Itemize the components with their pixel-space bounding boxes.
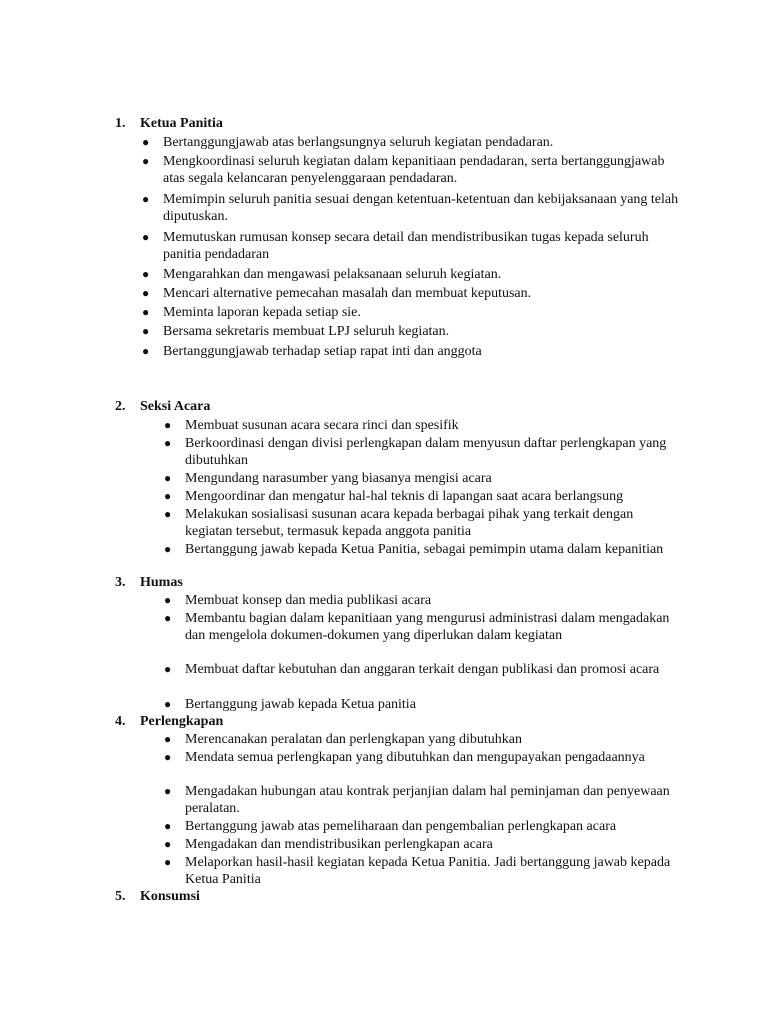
list-item-text: Melaporkan hasil-hasil kegiatan kepada Ketua Panitia. Jadi bertanggung jawab kepada Ketua Panitia <box>185 855 671 888</box>
list-item-text: Membantu bagian dalam kepanitiaan yang mengurusi administrasi dalam mengadakan dan mengelola dokumen-dokumen yang diperlukan dalam kegiatan <box>185 611 670 644</box>
section-title: Konsumsi <box>140 889 200 904</box>
list-item-text: Membuat susunan acara secara rinci dan spesifik <box>185 418 459 433</box>
list-item-text: Mengadakan dan mendistribusikan perlengkapan acara <box>185 837 493 852</box>
bullet-icon: ● <box>142 324 150 338</box>
bullet-icon: ● <box>164 611 172 625</box>
section-title: Perlengkapan <box>140 714 224 729</box>
list-item-text: Memutuskan rumusan konsep secara detail dan mendistribusikan tugas kepada seluruh panitia pendadaran <box>163 230 649 263</box>
bullet-icon: ● <box>164 855 172 869</box>
bullet-icon: ● <box>164 436 172 450</box>
list-item-text: Mengadakan hubungan atau kontrak perjanjian dalam hal peminjaman dan penyewaan peralatan. <box>185 784 670 817</box>
bullet-icon: ● <box>142 286 150 300</box>
bullet-icon: ● <box>142 135 150 149</box>
section-title: Humas <box>140 575 183 590</box>
section-number: 5. <box>115 889 126 904</box>
bullet-icon: ● <box>142 305 150 319</box>
bullet-icon: ● <box>142 154 150 168</box>
bullet-icon: ● <box>164 542 172 556</box>
bullet-icon: ● <box>164 837 172 851</box>
bullet-icon: ● <box>164 819 172 833</box>
list-item-text: Mengarahkan dan mengawasi pelaksanaan seluruh kegiatan. <box>163 267 502 282</box>
list-item-text: Berkoordinasi dengan divisi perlengkapan dalam menyusun daftar perlengkapan yang dibutuhkan <box>185 436 667 469</box>
list-item-text: Bertanggungjawab terhadap setiap rapat inti dan anggota <box>163 344 482 359</box>
section-number: 3. <box>115 575 126 590</box>
list-item-text: Membuat daftar kebutuhan dan anggaran terkait dengan publikasi dan promosi acara <box>185 662 660 677</box>
bullet-icon: ● <box>164 593 172 607</box>
list-item-text: Bertanggung jawab atas pemeliharaan dan pengembalian perlengkapan acara <box>185 819 617 834</box>
bullet-icon: ● <box>164 471 172 485</box>
bullet-icon: ● <box>142 230 150 244</box>
bullet-icon: ● <box>164 732 172 746</box>
list-item-text: Mengundang narasumber yang biasanya mengisi acara <box>185 471 492 486</box>
bullet-icon: ● <box>164 750 172 764</box>
bullet-icon: ● <box>142 267 150 281</box>
list-item-text: Bertanggungjawab atas berlangsungnya seluruh kegiatan pendadaran. <box>163 135 554 150</box>
list-item-text: Merencanakan peralatan dan perlengkapan yang dibutuhkan <box>185 732 523 747</box>
section-number: 1. <box>115 116 126 131</box>
section-title: Seksi Acara <box>140 399 211 414</box>
section-title: Ketua Panitia <box>140 116 223 131</box>
list-item-text: Bertanggung jawab kepada Ketua Panitia, sebagai pemimpin utama dalam kepanitian <box>185 542 664 557</box>
list-item-text: Mencari alternative pemecahan masalah dan membuat keputusan. <box>163 286 532 301</box>
list-item-text: Bertanggung jawab kepada Ketua panitia <box>185 697 416 712</box>
list-item-text: Bersama sekretaris membuat LPJ seluruh kegiatan. <box>163 324 450 339</box>
list-item-text: Membuat konsep dan media publikasi acara <box>185 593 432 608</box>
list-item-text: Melakukan sosialisasi susunan acara kepada berbagai pihak yang terkait dengan kegiatan tersebut, termasuk kepada anggota panitia <box>185 507 634 540</box>
bullet-icon: ● <box>164 418 172 432</box>
bullet-icon: ● <box>164 697 172 711</box>
list-item-text: Mendata semua perlengkapan yang dibutuhkan dan mengupayakan pengadaannya <box>185 750 645 765</box>
list-item-text: Meminta laporan kepada setiap sie. <box>163 305 361 320</box>
bullet-icon: ● <box>164 784 172 798</box>
bullet-icon: ● <box>164 662 172 676</box>
section-number: 4. <box>115 714 126 729</box>
bullet-icon: ● <box>142 192 150 206</box>
bullet-icon: ● <box>164 507 172 521</box>
list-item-text: Mengkoordinasi seluruh kegiatan dalam kepanitiaan pendadaran, serta bertanggungjawab atas segala kelancaran penyelenggaraan pendadaran. <box>163 154 665 187</box>
list-item-text: Memimpin seluruh panitia sesuai dengan ketentuan-ketentuan dan kebijaksanaan yang telah diputuskan. <box>163 192 679 225</box>
bullet-icon: ● <box>164 489 172 503</box>
bullet-icon: ● <box>142 344 150 358</box>
list-item-text: Mengoordinar dan mengatur hal-hal teknis di lapangan saat acara berlangsung <box>185 489 624 504</box>
section-number: 2. <box>115 399 126 414</box>
